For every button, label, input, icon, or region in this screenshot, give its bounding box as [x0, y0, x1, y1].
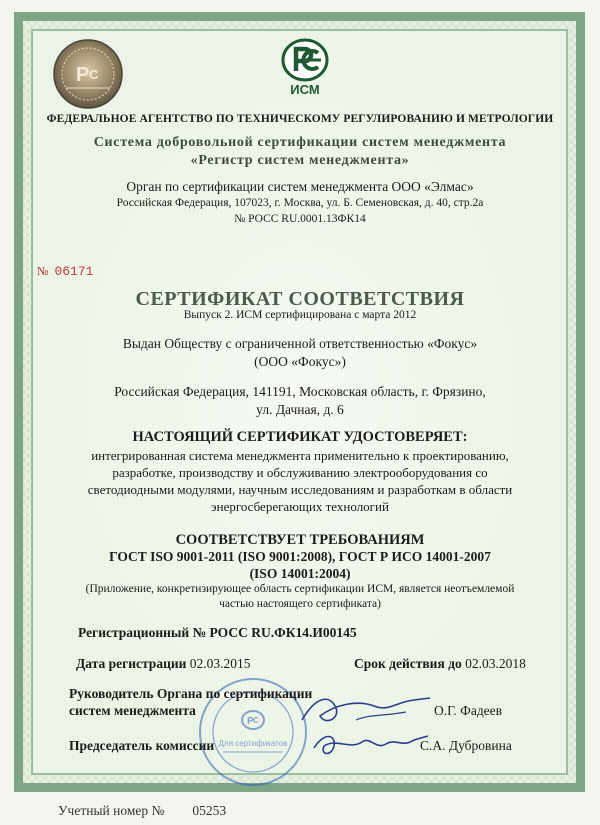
valid-until-label: Срок действия до [354, 656, 462, 671]
certificate-number [37, 264, 93, 279]
head-title-line1: Руководитель Органа по сертификации [69, 686, 313, 701]
registration-date-value: 02.03.2015 [189, 656, 251, 671]
standards-line2: (ISO 14001:2004) [249, 566, 351, 581]
agency-name: ФЕДЕРАЛЬНОЕ АГЕНТСТВО ПО ТЕХНИЧЕСКОМУ РЕГУЛИРОВАНИЮ И МЕТРОЛОГИИ [46, 113, 554, 125]
chair-title: Председатель комиссии [69, 738, 215, 753]
accounting-number-label: Учетный номер № [58, 803, 165, 818]
hologram-seal-icon [52, 38, 124, 110]
issued-to-line1: Выдан Обществу с ограниченной ответственностью «Фокус» [122, 336, 478, 351]
organ-name: Орган по сертификации систем менеджмента ООО «Элмас» [126, 179, 474, 194]
annex-line: (Приложение, конкретизирующее область сертификации ИСМ, является неотъемлемой [85, 583, 515, 595]
system-name-line2: «Регистр систем менеджмента» [190, 153, 410, 168]
registration-number: Регистрационный № РОСС RU.ФК14.И00145 [78, 625, 357, 640]
certificate-issue: Выпуск 2. ИСМ сертифицирована с марта 2012 [183, 309, 417, 321]
accounting-number [58, 803, 226, 819]
scope-line: светодиодными модулями, научным исследованиям и разработкам в области [87, 482, 513, 497]
ism-logo-text: ИСМ [290, 82, 320, 96]
valid-until-value: 02.03.2018 [465, 656, 526, 671]
issued-to-address1: Российская Федерация, 141191, Московская область, г. Фрязино, [114, 384, 486, 399]
svg-text:С: С [253, 716, 259, 725]
ism-logo [277, 36, 333, 101]
accounting-number-value: 05253 [192, 803, 227, 818]
number-sign: № [37, 264, 49, 278]
stamp-text: Для сертификатов [218, 739, 288, 748]
registration-date-label: Дата регистрации [76, 656, 187, 671]
issued-to-address2: ул. Дачная, д. 6 [256, 402, 344, 417]
certifies-heading: НАСТОЯЩИЙ СЕРТИФИКАТ УДОСТОВЕРЯЕТ: [132, 429, 468, 445]
certificate-number-value: 06171 [54, 264, 94, 279]
annex-line: частью настоящего сертификата) [219, 598, 381, 610]
head-name: О.Г. Фадеев [434, 703, 503, 718]
system-name-line1: Система добровольной сертификации систем менеджмента [93, 135, 507, 150]
scope-line: разработке, производству и обслуживанию электрооборудования со [112, 465, 488, 480]
certificate-scope [0, 447, 600, 515]
organ-address: Российская Федерация, 107023, г. Москва, ул. Б. Семеновская, д. 40, стр.2а [116, 197, 484, 209]
rst-logo-icon [277, 36, 333, 96]
registration-date [76, 656, 251, 672]
certificate-title: СЕРТИФИКАТ СООТВЕТСТВИЯ [135, 288, 465, 310]
scope-line: интегрированная система менеджмента применительно к проектированию, [91, 448, 509, 463]
head-title-line2: систем менеджмента [69, 703, 196, 718]
organ-number: № РОСС RU.0001.13ФК14 [234, 213, 366, 225]
scope-line: энергосберегающих технологий [211, 499, 389, 514]
svg-text:P: P [76, 64, 90, 86]
complies-heading: СООТВЕТСТВУЕТ ТРЕБОВАНИЯМ [175, 532, 425, 548]
standards-line1: ГОСТ ISO 9001-2011 (ISO 9001:2008), ГОСТ Р ИСО 14001-2007 [109, 549, 491, 564]
chair-name: С.А. Дубровина [420, 738, 512, 753]
svg-text:C: C [89, 67, 99, 82]
issued-to-line2: (ООО «Фокус») [254, 354, 346, 369]
signature-dubrovina-icon [306, 720, 436, 766]
annex-note [0, 582, 600, 612]
svg-text:Р: Р [247, 716, 254, 727]
valid-until [354, 656, 526, 672]
